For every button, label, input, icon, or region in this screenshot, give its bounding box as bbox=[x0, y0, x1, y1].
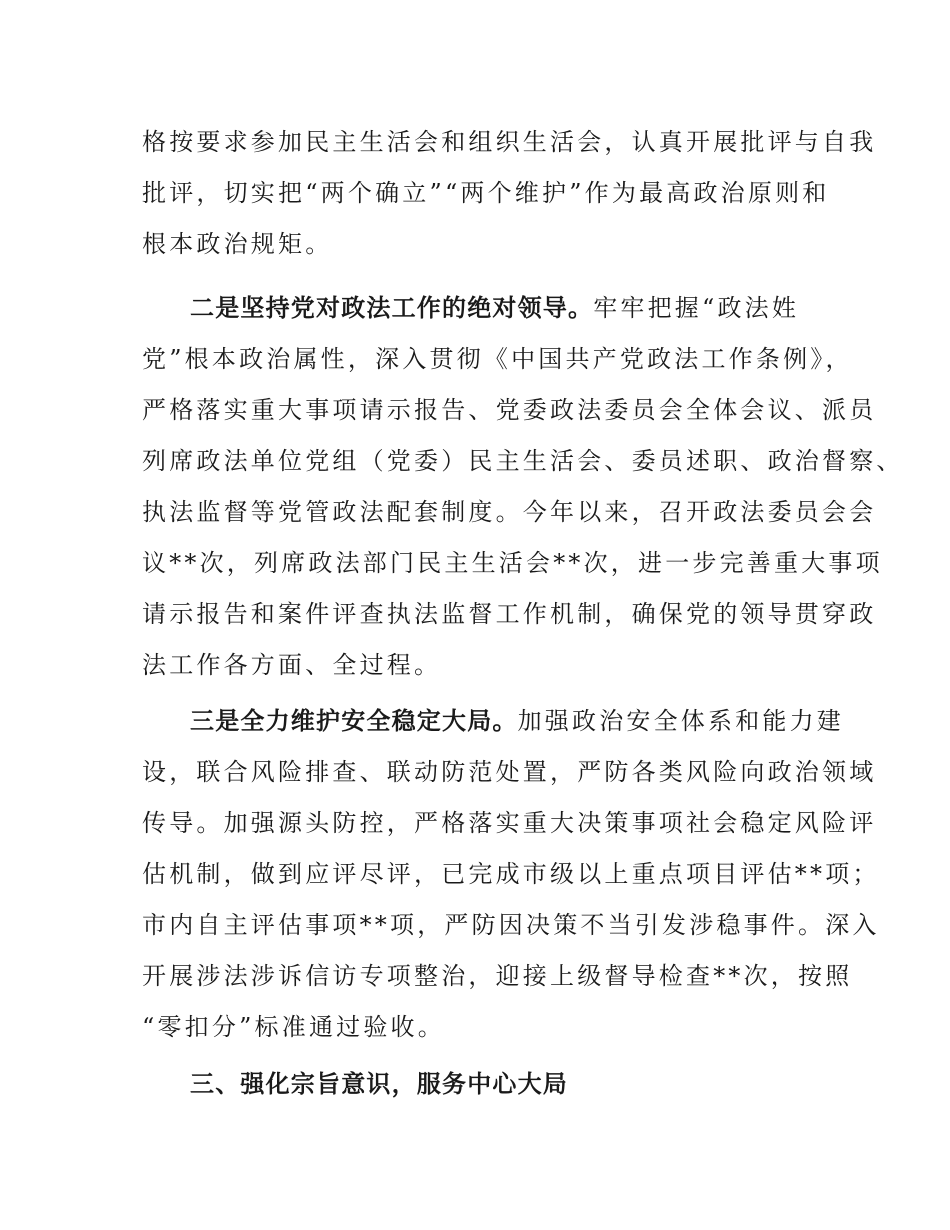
body-text: 党”根本政治属性，深入贯彻《中国共产党政法工作条例》， bbox=[142, 345, 853, 373]
body-text: 开展涉法涉诉信访专项整治，迎接上级督导检查**次，按照 bbox=[142, 962, 853, 990]
text-line bbox=[142, 227, 332, 261]
body-text: 执法监督等党管政法配套制度。今年以来，召开政法委员会会 bbox=[142, 498, 877, 526]
body-text: 根本政治规矩。 bbox=[142, 230, 333, 258]
body-text: 市内自主评估事项**项，严防因决策不当引发涉稳事件。深入 bbox=[142, 911, 880, 939]
body-text: 批评，切实把“两个确立”“两个维护”作为最高政治原则和 bbox=[142, 179, 830, 207]
text-line bbox=[142, 125, 876, 159]
body-text: 设，联合风险排查、联动防范处置，严防各类风险向政治领域 bbox=[142, 758, 877, 786]
body-text: 加强政治安全体系和能力建 bbox=[517, 707, 845, 735]
body-text: 牢牢把握“政法姓 bbox=[593, 294, 800, 322]
body-text: 传导。加强源头防控，严格落实重大决策事项社会稳定风险评 bbox=[142, 809, 877, 837]
body-text: 列席政法单位党组（党委）民主生活会、委员述职、政治督察、 bbox=[142, 447, 904, 475]
text-line bbox=[190, 291, 799, 325]
text-line bbox=[142, 444, 904, 478]
text-line bbox=[142, 806, 876, 840]
text-line bbox=[142, 959, 852, 993]
body-text: 估机制，做到应评尽评，已完成市级以上重点项目评估**项； bbox=[142, 860, 880, 888]
section-heading: 二是坚持党对政法工作的绝对领导。 bbox=[190, 294, 594, 322]
text-line bbox=[142, 648, 441, 682]
body-text: 严格落实重大事项请示报告、党委政法委员会全体会议、派员 bbox=[142, 396, 877, 424]
body-text: 法工作各方面、全过程。 bbox=[142, 651, 442, 679]
text-line bbox=[142, 546, 883, 580]
section-heading: 三、强化宗旨意识，服务中心大局 bbox=[190, 1070, 568, 1098]
text-line bbox=[142, 857, 880, 891]
body-text: 议**次，列席政法部门民主生活会**次，进一步完善重大事项 bbox=[142, 549, 883, 577]
text-line bbox=[190, 704, 844, 738]
text-line bbox=[142, 393, 876, 427]
text-line bbox=[142, 597, 876, 631]
body-text: 请示报告和案件评查执法监督工作机制，确保党的领导贯穿政 bbox=[142, 600, 877, 628]
section-heading: 三是全力维护安全稳定大局。 bbox=[190, 707, 518, 735]
body-text: “零扣分”标准通过验收。 bbox=[142, 1013, 445, 1041]
text-line bbox=[142, 755, 876, 789]
text-line bbox=[190, 1067, 568, 1101]
text-line bbox=[142, 1010, 445, 1044]
text-line bbox=[142, 176, 829, 210]
text-line bbox=[142, 495, 876, 529]
text-line bbox=[142, 342, 853, 376]
body-text: 格按要求参加民主生活会和组织生活会，认真开展批评与自我 bbox=[142, 128, 877, 156]
text-line bbox=[142, 908, 880, 942]
